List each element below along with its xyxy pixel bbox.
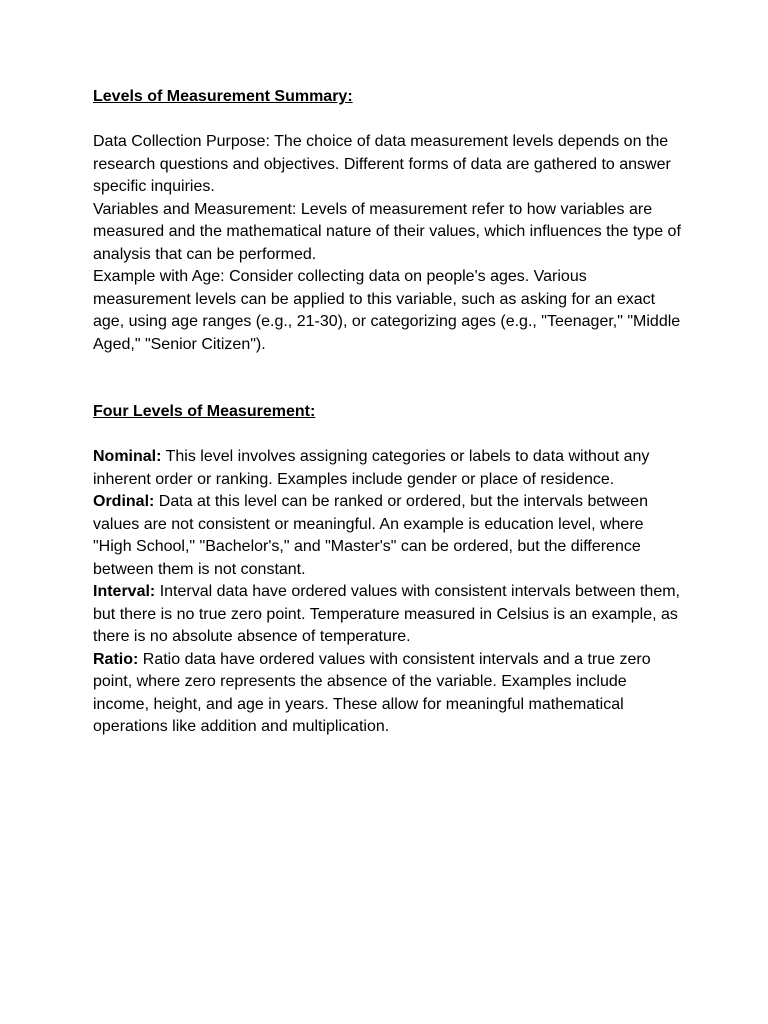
- summary-heading: Levels of Measurement Summary:: [93, 88, 353, 105]
- summary-paragraph-age-example: Example with Age: Consider collecting data on people's ages. Various measurement levels can be applied to this variable, such as asking for an exact age, using age ranges (e.g., 21-30), or categorizing ages (e.g., "Teenager," "Middle Aged," "Senior Citizen").: [93, 268, 681, 353]
- level-ratio: [93, 649, 683, 739]
- spacer: [93, 356, 683, 401]
- document-page: [93, 86, 683, 739]
- spacer: [93, 424, 683, 447]
- level-term: Ordinal:: [93, 493, 155, 510]
- level-description: Interval data have ordered values with consistent intervals between them, but there is no true zero point. Temperature measured in Celsius is an example, as there is no absolute absence of temperature.: [93, 583, 680, 645]
- level-term: Ratio:: [93, 650, 139, 668]
- level-description: This level involves assigning categories or labels to data without any inherent order or ranking. Examples include gender or place of residence.: [93, 448, 650, 488]
- level-description: Data at this level can be ranked or ordered, but the intervals between values are not consistent or meaningful. An example is education level, where "High School," "Bachelor's," and "Master's" can be ordered, but the difference between them is not constant.: [93, 493, 648, 578]
- level-term: Nominal:: [93, 448, 162, 465]
- level-interval: [93, 581, 683, 649]
- level-term: Interval:: [93, 583, 156, 600]
- summary-paragraph-data-collection: Data Collection Purpose: The choice of data measurement levels depends on the research questions and objectives. Different forms of data are gathered to answer specific inquiries.: [93, 133, 671, 195]
- level-description: Ratio data have ordered values with consistent intervals and a true zero point, where zero represents the absence of the variable. Examples include income, height, and age in years. These allow for meaningful mathematical operations like addition and multiplication.: [93, 650, 651, 735]
- summary-paragraph-variables: Variables and Measurement: Levels of measurement refer to how variables are measured and the mathematical nature of their values, which influences the type of analysis that can be performed.: [93, 200, 681, 263]
- level-nominal: [93, 446, 683, 491]
- level-ordinal: [93, 491, 683, 581]
- levels-heading: Four Levels of Measurement:: [93, 403, 316, 420]
- spacer: [93, 109, 683, 132]
